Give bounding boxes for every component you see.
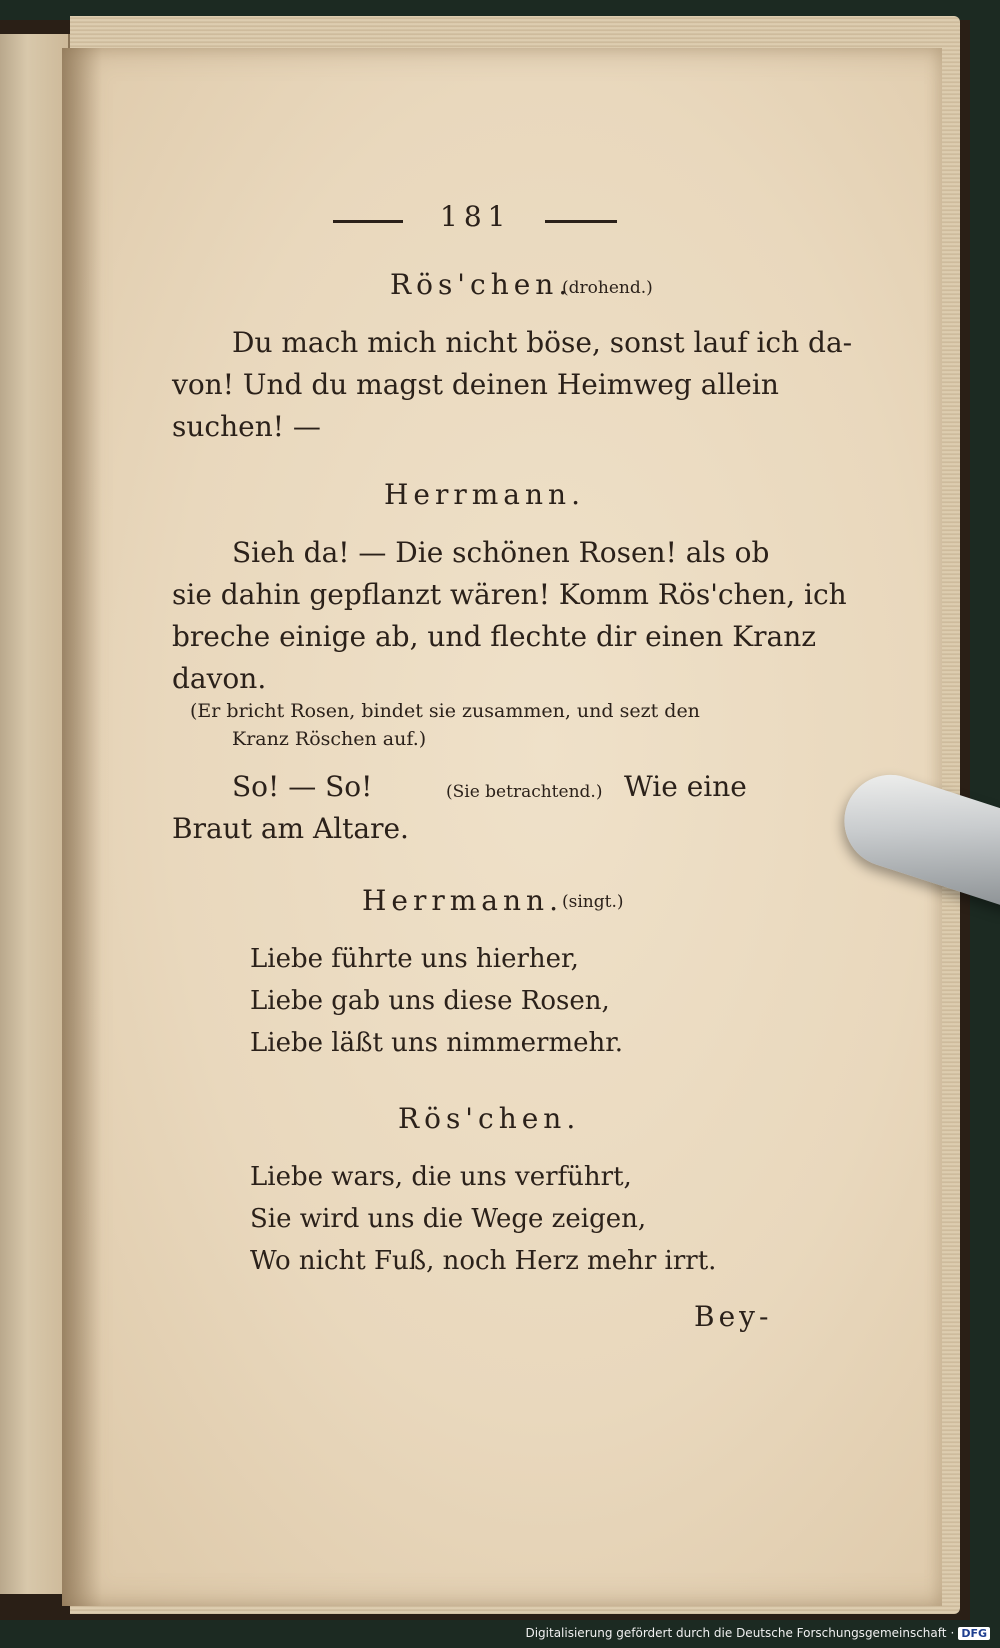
- stage-direction: (drohend.): [562, 278, 653, 298]
- verse-line: Wo nicht Fuß, noch Herz mehr irrt.: [250, 1246, 717, 1276]
- dfg-logo-icon: DFG: [958, 1627, 990, 1640]
- text-line: davon.: [172, 662, 267, 695]
- stage-direction: (Sie betrachtend.): [446, 782, 603, 802]
- header-rule-left: [333, 220, 403, 223]
- footer-credit: [525, 1626, 990, 1640]
- verse-line: Liebe wars, die uns verführt,: [250, 1162, 632, 1192]
- verse-line: Sie wird uns die Wege zeigen,: [250, 1204, 647, 1234]
- text-line: von! Und du magst deinen Heimweg allein: [172, 368, 779, 401]
- footer-credit-text: Digitalisierung gefördert durch die Deutsche Forschungsgemeinschaft: [525, 1626, 947, 1640]
- speaker-herrmann: Herrmann.: [362, 884, 563, 917]
- speaker-roeschen: Rös'chen.: [398, 1102, 581, 1135]
- text-line: Sieh da! — Die schönen Rosen! als ob: [232, 536, 770, 569]
- verse-line: Liebe läßt uns nimmermehr.: [250, 1028, 624, 1058]
- separator: ·: [950, 1626, 955, 1640]
- text-line: So! — So!: [232, 770, 373, 803]
- text-line: sie dahin gepflanzt wären! Komm Rös'chen, ich: [172, 578, 847, 611]
- facing-page-edge: [0, 34, 70, 1594]
- speaker-roeschen: Rös'chen.: [390, 268, 573, 301]
- catchword: Bey-: [694, 1300, 773, 1333]
- stage-direction: Kranz Röschen auf.): [232, 728, 427, 750]
- verse-line: Liebe gab uns diese Rosen,: [250, 986, 610, 1016]
- text-line: suchen! —: [172, 410, 321, 443]
- header-rule-right: [545, 220, 617, 223]
- page-gutter-shadow: [62, 48, 102, 1606]
- verse-line: Liebe führte uns hierher,: [250, 944, 579, 974]
- page-number: 181: [440, 200, 512, 233]
- text-line: breche einige ab, und flechte dir einen Kranz: [172, 620, 816, 653]
- text-line: Du mach mich nicht böse, sonst lauf ich da-: [232, 326, 853, 359]
- speaker-herrmann: Herrmann.: [384, 478, 585, 511]
- text-line: Braut am Altare.: [172, 812, 409, 845]
- stage-direction: (singt.): [562, 892, 624, 912]
- stage-direction: (Er bricht Rosen, bindet sie zusammen, und sezt den: [190, 700, 700, 722]
- text-line: Wie eine: [624, 770, 747, 803]
